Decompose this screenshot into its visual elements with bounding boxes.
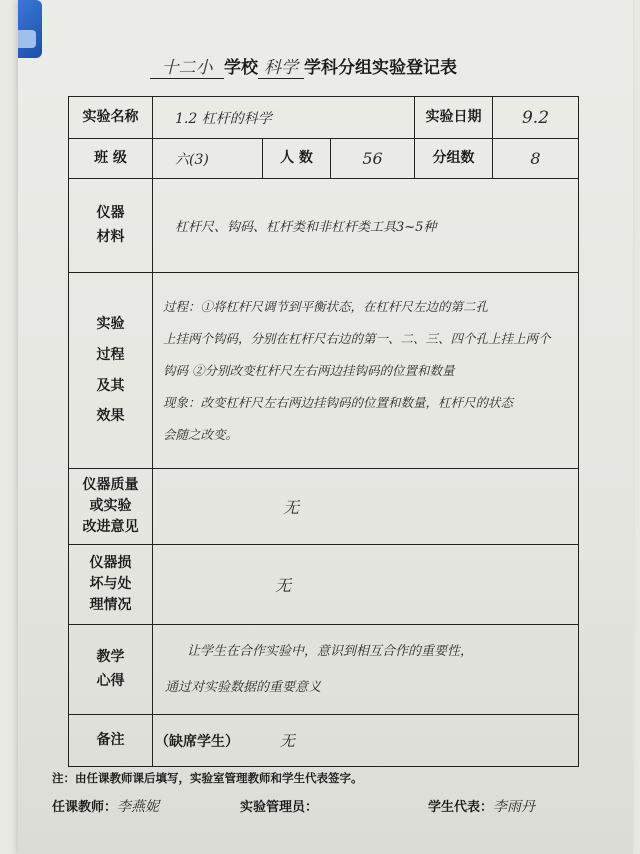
remark-value	[153, 715, 579, 767]
teaching-label: 教学 心得	[69, 625, 153, 715]
lab-admin-block	[240, 796, 318, 815]
teacher-signature: 李燕妮	[117, 799, 160, 815]
equipment-label: 仪器 材料	[69, 179, 153, 273]
process-line: 钩码 ②分别改变杠杆尺左右两边挂钩码的位置和数量	[163, 362, 455, 378]
row-quality	[69, 469, 579, 545]
date-label: 实验日期	[415, 97, 493, 139]
quality-label: 仪器质量 或实验 改进意见	[69, 469, 153, 545]
damage-label: 仪器损 坏与处 理情况	[69, 545, 153, 625]
school-fill: 十二小	[150, 53, 224, 79]
binder-clip-tab	[18, 30, 36, 48]
school-label: 学校	[224, 58, 258, 78]
process-line: 现象：改变杠杆尺左右两边挂钩码的位置和数量，杠杆尺的状态	[163, 394, 514, 410]
row-process	[69, 273, 579, 469]
name-value: 1.2 杠杆的科学	[153, 97, 415, 139]
subject-fill: 科学	[258, 53, 304, 79]
row-teaching	[69, 625, 579, 715]
groups-label: 分组数	[415, 139, 493, 179]
process-label: 实验 过程 及其 效果	[69, 273, 153, 469]
student-signature-block	[428, 796, 535, 816]
title-suffix: 学科分组实验登记表	[304, 58, 457, 78]
row-damage	[69, 545, 579, 625]
teaching-line: 让学生在合作实验中，意识到相互合作的重要性，	[187, 643, 474, 659]
teaching-line: 通过对实验数据的重要意义	[165, 679, 322, 695]
absent-value: 无	[279, 732, 295, 750]
row-name	[69, 97, 579, 139]
footer-note: 注：由任课教师课后填写，实验室管理教师和学生代表签字。	[52, 771, 363, 785]
class-value: 六(3)	[153, 139, 263, 179]
process-line: 会随之改变。	[163, 426, 239, 442]
experiment-table	[68, 96, 579, 767]
quality-value: 无	[153, 469, 579, 545]
process-value	[153, 273, 579, 469]
row-equipment	[69, 179, 579, 273]
teacher-signature-block	[52, 796, 159, 816]
equipment-value: 杠杆尺、钩码、杠杆类和非杠杆类工具3~5种	[153, 179, 579, 273]
student-label: 学生代表：	[428, 800, 494, 815]
lab-admin-label: 实验管理员：	[240, 800, 319, 815]
teaching-value	[153, 625, 579, 715]
process-line: 上挂两个钩码，分别在杠杆尺右边的第一、二、三、四个孔上挂上两个	[163, 330, 551, 346]
date-value: 9.2	[493, 97, 579, 139]
row-class	[69, 139, 579, 179]
people-value: 56	[331, 139, 415, 179]
absent-label: （缺席学生）	[155, 734, 239, 750]
remark-label: 备注	[69, 715, 153, 767]
binder-clip	[18, 0, 42, 58]
form-title	[150, 53, 457, 79]
student-signature: 李雨丹	[493, 799, 536, 815]
name-label: 实验名称	[69, 97, 153, 139]
groups-value: 8	[493, 139, 579, 179]
process-line: 过程：①将杠杆尺调节到平衡状态，在杠杆尺左边的第二孔	[163, 298, 489, 314]
row-remark	[69, 715, 579, 767]
people-label: 人 数	[263, 139, 331, 179]
damage-value: 无	[153, 545, 579, 625]
teacher-label: 任课教师：	[52, 800, 118, 815]
class-label: 班 级	[69, 139, 153, 179]
